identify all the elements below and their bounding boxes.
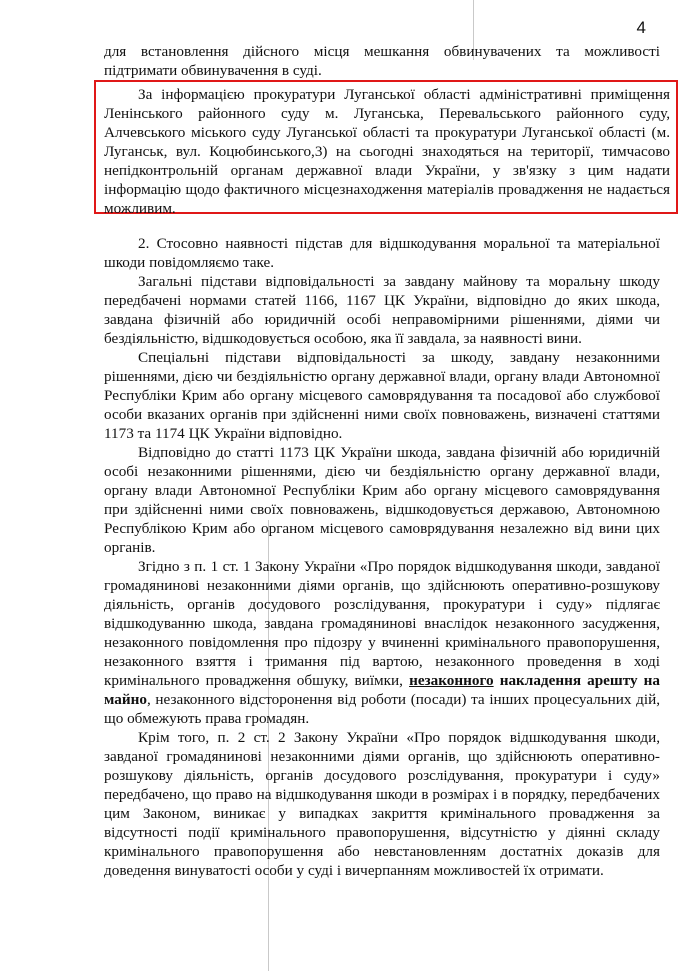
paragraph-continuation: для встановлення дійсного місця мешкання обвинувачених та можливості підтримати обвинувачення в суді. xyxy=(104,43,660,79)
paragraph-general-grounds: Загальні підстави відповідальності за завдану майнову та моральну шкоду передбачені нормами статей 1166, 1167 ЦК України, відповідно до яких шкода, завдана фізичній або юридичній особі неправомірними рішеннями, діями чи бездіяльністю, відшкодовується особою, яка її завдала, за наявності вини. xyxy=(104,273,660,347)
paragraph-article-1173: Відповідно до статті 1173 ЦК України шкода, завдана фізичній або юридичній особі незаконними рішеннями, дією чи бездіяльністю органу державної влади, органу влади Автономної Республіки Крим або органу місцевого самоврядування при здійсненні ними своїх повноважень, відшкодовується державою, Автономною Республікою Крим або органом місцевого самоврядування незалежно від вини цих органів. xyxy=(104,444,660,556)
paragraph-damages-intro: 2. Стосовно наявності підстав для відшкодування моральної та матеріальної шкоди повідомляємо таке. xyxy=(104,235,660,271)
emphasized-bold-text: накладення арешту на майно xyxy=(104,672,661,708)
paragraph-law-article-1 xyxy=(104,557,660,728)
boxed-paragraph: За інформацією прокуратури Луганської області адміністративні приміщення Ленінського районного суду м. Луганська, Перевальського районного суду, Алчевського міського суду Луганської області та прокуратури Луганської області (м. Луганськ, вул. Коцюбинського,3) на сьогодні знаходяться на території, тимчасово непідконтрольній органам державної влади України, у зв'язку з цим надати інформацію щодо фактичного місцезнаходження матеріалів провадження не надається можливим. xyxy=(104,86,670,217)
intro-continuation xyxy=(104,42,660,80)
law-text-after: , незаконного відсторонення від роботи (посади) та інших процесуальних дій, що обмежують права громадян. xyxy=(104,691,660,727)
emphasized-underlined-text: незаконного xyxy=(409,672,494,689)
paragraph-law-article-2: Крім того, п. 2 ст. 2 Закону України «Про порядок відшкодування шкоди, завданої громадянинові незаконними діями органів, що здійснюють оперативно-розшукову діяльність, органів досудового розслідування, прокуратури і суду» передбачено, що право на відшкодування шкоди в розмірах і в порядку, передбачених цим Законом, виникає у випадках закриття кримінального провадження за відсутності події кримінального правопорушення, відсутністю у діянні складу кримінального правопорушення або невстановленням достатніх доказів для доведення винуватості особи у суді і вичерпанням можливостей їх отримати. xyxy=(104,729,660,879)
paragraph-special-grounds: Спеціальні підстави відповідальності за шкоду, завдану незаконними рішеннями, дією чи бездіяльністю органу державної влади, органу влади Автономної Республіки Крим або органу місцевого самоврядування та посадової або службової особи вказаних органів при здійсненні ними своїх повноважень, визначені статтями 1173 та 1174 ЦК України відповідно. xyxy=(104,349,660,442)
body-text xyxy=(104,234,660,880)
highlighted-paragraph-box xyxy=(94,80,678,217)
page-number: 4 xyxy=(636,18,646,37)
law-text-before: Згідно з п. 1 ст. 1 Закону України «Про порядок відшкодування шкоди, завданої громадянинові незаконними діями органів, що здійснюють оперативно-розшукову діяльність, органів досудового розслідування, прокуратури і суду» підлягає відшкодуванню шкода, завдана громадянинові внаслідок незаконного засудження, незаконного повідомлення про підозру у вчиненні кримінального правопорушення, незаконного взяття і тримання під вартою, незаконного проведення в ході кримінального провадження обшуку, виїмки, xyxy=(104,558,660,689)
